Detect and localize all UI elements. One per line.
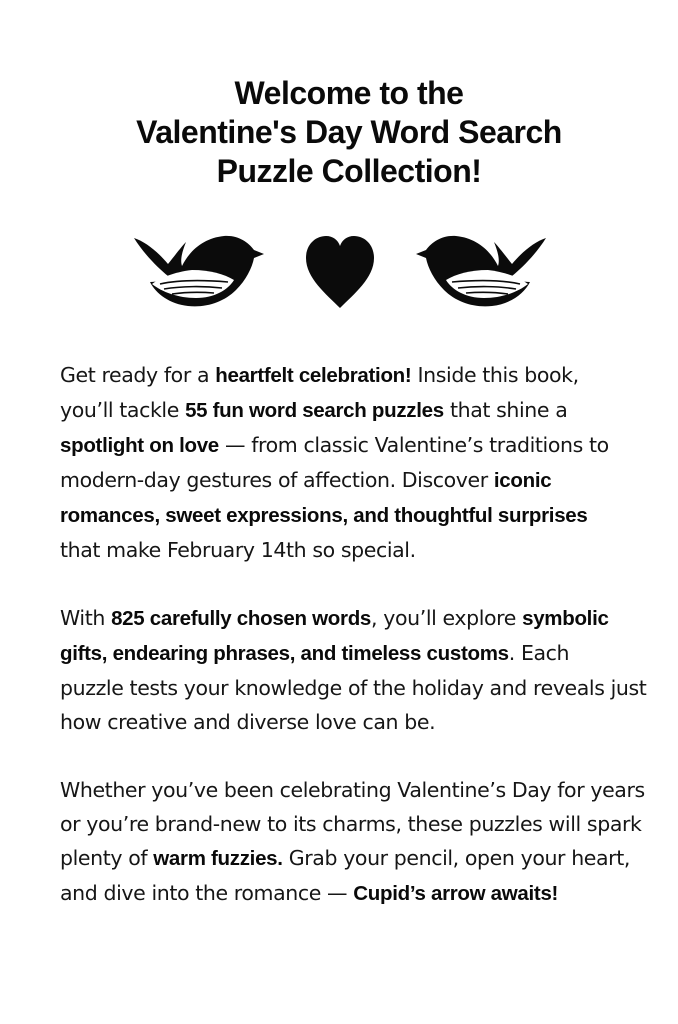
title-line-3: Puzzle Collection! [216, 153, 482, 189]
paragraph-line [60, 533, 650, 567]
body-text-run: , you’ll explore [371, 606, 523, 630]
paragraph-line [60, 773, 650, 807]
paragraph-line [60, 601, 650, 636]
emphasized-text: 55 fun word search puzzles [185, 399, 444, 422]
body-text-run: that make February 14th so special. [60, 538, 416, 562]
body-text-run: that shine a [443, 398, 568, 422]
body-text-run: Get ready for a [60, 363, 216, 387]
emphasized-text: warm fuzzies. [153, 847, 283, 870]
paragraph-line [60, 705, 650, 739]
body-text-run: modern-day gestures of affection. Discover [60, 468, 494, 492]
paragraph-line [60, 463, 650, 498]
body-text-run: or you’re brand-new to its charms, these puzzles will spark [60, 812, 642, 836]
ornament-row [130, 224, 550, 320]
paragraph-line [60, 428, 650, 463]
emphasized-text: gifts, endearing phrases, and timeless customs [60, 642, 509, 665]
intro-body-text [60, 358, 650, 945]
paragraph-line [60, 498, 650, 533]
paragraph-line [60, 393, 650, 428]
intro-paragraph [60, 773, 650, 911]
body-text-run: — from classic Valentine’s traditions to [218, 433, 609, 457]
body-text-run: plenty of [60, 846, 154, 870]
bird-facing-right-icon [134, 236, 264, 306]
heart-icon [306, 236, 374, 308]
paragraph-line [60, 841, 650, 876]
intro-paragraph [60, 358, 650, 567]
body-text-run: Inside this book, [411, 363, 579, 387]
paragraph-line [60, 807, 650, 841]
body-text-run: . Each [508, 641, 570, 665]
intro-paragraph [60, 601, 650, 739]
body-text-run: and dive into the romance — [60, 881, 354, 905]
title-line-2: Valentine's Day Word Search [136, 114, 562, 150]
paragraph-line [60, 636, 650, 671]
body-text-run: you’ll tackle [60, 398, 186, 422]
paragraph-line [60, 876, 650, 911]
body-text-run: puzzle tests your knowledge of the holiday and reveals just [60, 676, 647, 700]
emphasized-text: symbolic [522, 607, 609, 630]
emphasized-text: Cupid’s arrow awaits! [353, 882, 559, 905]
emphasized-text: heartfelt celebration! [215, 364, 412, 387]
emphasized-text: romances, sweet expressions, and thoughtful surprises [60, 504, 588, 527]
body-text-run: how creative and diverse love can be. [60, 710, 436, 734]
body-text-run: Grab your pencil, open your heart, [282, 846, 630, 870]
paragraph-line [60, 358, 650, 393]
body-text-run: Whether you’ve been celebrating Valentine’s Day for years [60, 778, 645, 802]
paragraph-line [60, 671, 650, 705]
bird-facing-left-icon [416, 236, 546, 306]
body-text-run: With [60, 606, 112, 630]
emphasized-text: spotlight on love [60, 434, 219, 457]
title-line-1: Welcome to the [234, 75, 464, 111]
page-title [60, 74, 638, 191]
emphasized-text: 825 carefully chosen words [111, 607, 372, 630]
emphasized-text: iconic [493, 469, 552, 492]
